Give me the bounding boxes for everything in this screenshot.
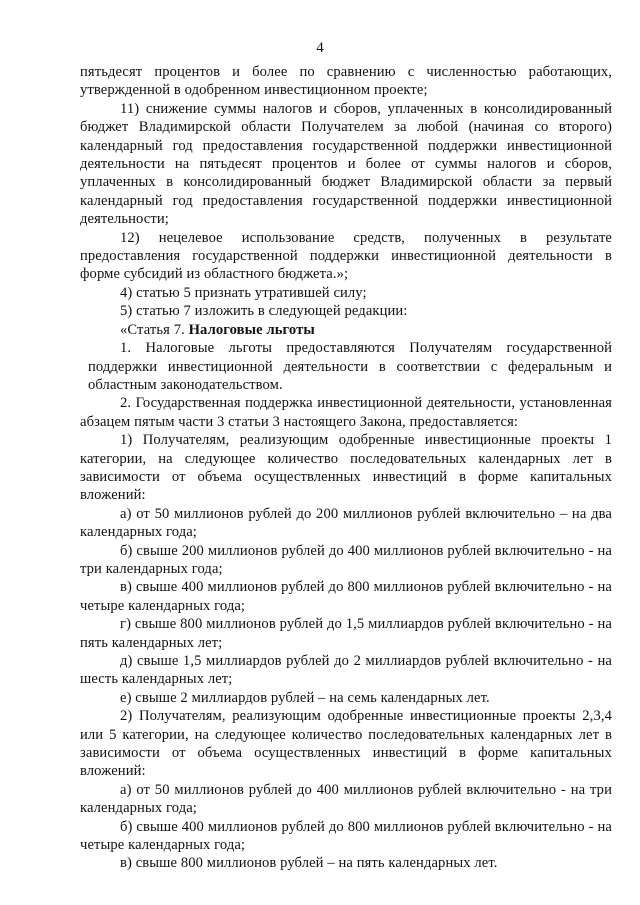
paragraph-item-5: 5) статью 7 изложить в следующей редакции: — [120, 303, 408, 320]
page-number: 4 — [316, 40, 324, 56]
category-2-5-item-a: а) от 50 миллионов рублей до 400 миллионов рублей включительно - на три календарных года; — [80, 781, 612, 817]
category-2-5-intro: 2) Получателям, реализующим одобренные инвестиционные проекты 2,3,4 или 5 категории, на следующее количество последовательных календарных лет в зависимости от объема осуществленных инвестиций в форме капитальных вложений: — [80, 708, 612, 780]
category-1-item-a: а) от 50 миллионов рублей до 200 миллионов рублей включительно – на два календарных года; — [80, 505, 612, 541]
category-1-intro: 1) Получателям, реализующим одобренные инвестиционные проекты 1 категории, на следующее количество последовательных календарных лет в зависимости от объема осуществленных инвестиций в форме капитальных вложений: — [80, 432, 612, 504]
category-2-5-item-v: в) свыше 800 миллионов рублей – на пять календарных лет. — [120, 855, 498, 872]
paragraph-item-12: 12) нецелевое использование средств, полученных в результате предоставления государственной поддержки инвестиционной деятельности в форме субсидий из областного бюджета.»; — [80, 229, 612, 283]
category-1-item-b: б) свыше 200 миллионов рублей до 400 миллионов рублей включительно - на три календарных года; — [80, 542, 612, 577]
category-1-item-v: в) свыше 400 миллионов рублей до 800 миллионов рублей включительно - на четыре календарных года; — [80, 579, 612, 614]
article-7-heading — [80, 321, 612, 339]
article-7-part-2: 2. Государственная поддержка инвестиционной деятельности, установленная абзацем пятым части 3 статьи 3 настоящего Закона, предоставляется: — [80, 395, 612, 430]
category-1-item-g: г) свыше 800 миллионов рублей до 1,5 миллиардов рублей включительно - на пять календарных лет; — [80, 616, 612, 651]
paragraph-continuation: пятьдесят процентов и более по сравнению с численностью работающих, утвержденной в одобренном инвестиционном проекте; — [80, 64, 612, 99]
category-2-5-item-b: б) свыше 400 миллионов рублей до 800 миллионов рублей включительно - на четыре календарных года; — [80, 818, 612, 854]
article-7-prefix: «Статья 7. — [120, 321, 189, 338]
document-body — [80, 63, 612, 873]
article-7-title: Налоговые льготы — [188, 321, 315, 338]
category-1-item-d: д) свыше 1,5 миллиардов рублей до 2 миллиардов рублей включительно - на шесть календарных лет; — [80, 653, 612, 688]
article-7-part-1: 1. Налоговые льготы предоставляются Получателям государственной поддержки инвестиционной деятельности в соответствии с федеральным и областным законодательством. — [88, 340, 612, 393]
category-1-item-e: е) свыше 2 миллиардов рублей – на семь календарных лет. — [120, 689, 490, 706]
paragraph-item-4: 4) статью 5 признать утратившей силу; — [120, 284, 367, 301]
paragraph-item-11: 11) снижение суммы налогов и сборов, уплаченных в консолидированный бюджет Владимирской области Получателем за любой (начиная со второго) календарный год предоставления государственной поддержки инвестиционной деятельности на пятьдесят процентов и более от суммы налогов и сборов, уплаченных в консолидированный бюджет Владимирской области за первый календарный год предоставления государственной поддержки инвестиционной деятельности; — [80, 100, 612, 228]
